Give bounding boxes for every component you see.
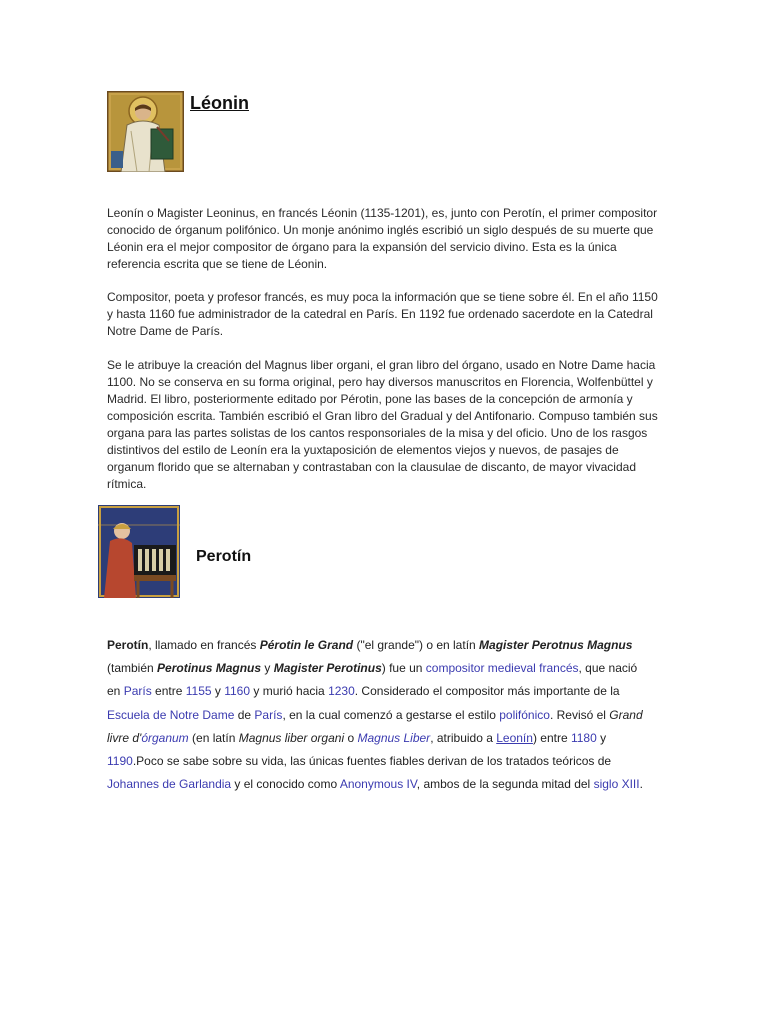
- perotin-portrait: [98, 505, 180, 598]
- perotin-paragraph: [107, 634, 647, 796]
- perotin-title: Perotín: [196, 548, 252, 565]
- leonin-title: Léonin: [190, 93, 249, 113]
- text-span: .: [639, 777, 643, 792]
- text-span: y murió hacia: [250, 684, 329, 699]
- text-span: , llamado en francés: [148, 638, 260, 652]
- text-span: ("el grande") o en latín: [353, 638, 480, 652]
- text-span: , que nació en: [107, 661, 638, 699]
- perotin-name: Perotín: [107, 638, 149, 652]
- text-span: . Revisó el: [549, 707, 610, 722]
- text-span: Grand livre d': [107, 707, 643, 745]
- link-leonin[interactable]: Leonín: [496, 730, 533, 745]
- text-span: Magister Perotinus: [273, 661, 382, 676]
- link-1180[interactable]: 1180: [570, 730, 597, 745]
- text-span: entre: [151, 684, 186, 699]
- link-polifonico[interactable]: polifónico: [499, 707, 550, 722]
- link-johannes-de-garlandia[interactable]: Johannes de Garlandia: [107, 777, 232, 792]
- text-span: y: [261, 661, 274, 676]
- text-span: . Considerado el compositor más importante de la: [354, 684, 620, 699]
- link-escuela-notre-dame[interactable]: Escuela de Notre Dame: [107, 707, 235, 722]
- text-span: Magister Perotnus Magnus: [479, 638, 633, 652]
- text-span: Perotinus Magnus: [157, 661, 262, 676]
- link-paris-2[interactable]: París: [254, 707, 283, 722]
- text-span: Magnus liber organi: [238, 730, 345, 745]
- link-1160[interactable]: 1160: [224, 684, 251, 699]
- perotin-portrait-illustration: [98, 505, 180, 598]
- text-span: , atribuido a: [430, 730, 497, 745]
- link-anonymous-iv[interactable]: Anonymous IV: [339, 777, 417, 792]
- leonin-portrait-illustration: [107, 91, 184, 172]
- leonin-paragraph-2: Compositor, poeta y profesor francés, es muy poca la información que se tiene sobre él. En el año 1150 y hasta 1160 fue administrador de la catedral en París. En 1192 fue ordenado sacerdote en la Catedral Notre Dame de París.: [107, 290, 658, 338]
- link-1230[interactable]: 1230: [328, 684, 355, 699]
- link-siglo-xiii[interactable]: siglo XIII: [593, 777, 640, 792]
- link-organum[interactable]: órganum: [141, 730, 189, 745]
- leonin-portrait: [107, 91, 184, 172]
- link-paris[interactable]: París: [123, 684, 152, 699]
- link-1190[interactable]: 1190: [107, 754, 133, 769]
- text-span: y: [596, 730, 607, 745]
- text-span: o: [344, 730, 358, 745]
- text-span: de: [234, 707, 255, 722]
- text-span: (en latín: [188, 730, 239, 745]
- link-compositor-medieval[interactable]: compositor medieval francés: [425, 661, 579, 676]
- text-span: (también: [107, 661, 158, 676]
- text-span: ) entre: [532, 730, 571, 745]
- text-span: .Poco se sabe sobre su vida, las únicas fuentes fiables derivan de los tratados teóricos de: [132, 754, 612, 769]
- text-span: y: [211, 684, 225, 699]
- text-span: , ambos de la segunda mitad del: [416, 777, 594, 792]
- leonin-paragraph-1: Leonín o Magister Leoninus, en francés Léonin (1135-1201), es, junto con Perotín, el primer compositor conocido de órganum polifónico. Un monje anónimo inglés escribió un siglo después de su muerte que Léonin era el mejor compositor de órgano para la expansión del servicio divino. Esta es la única referencia escrita que se tiene de Léonin.: [107, 206, 658, 271]
- text-span: y el conocido como: [231, 777, 340, 792]
- link-magnus-liber[interactable]: Magnus Liber: [357, 730, 431, 745]
- text-span: ) fue un: [381, 661, 426, 676]
- link-1155[interactable]: 1155: [185, 684, 212, 699]
- text-span: , en la cual comenzó a gestarse el estilo: [282, 707, 500, 722]
- text-span: Pérotin le Grand: [259, 638, 354, 652]
- leonin-paragraph-3: Se le atribuye la creación del Magnus liber organi, el gran libro del órgano, usado en Notre Dame hacia 1100. No se conserva en su forma original, pero hay diversos manuscritos en Florencia, Wolfenbüttel y Madrid. El libro, posteriormente editado por Pérotin, pone las bases de la concepción de armonía y composición escrita. También escribió el Gran libro del Gradual y del Antifonario. Compuso también sus organa para las partes solistas de los cantos responsoriales de la misa y del oficio. Uno de los rasgos distintivos del estilo de Leonín era la yuxtaposición de elementos viejos y nuevos, de pasajes de organum florido que se alternaban y contrastaban con la clausulae de discanto, de mayor vivacidad rítmica.: [107, 358, 658, 491]
